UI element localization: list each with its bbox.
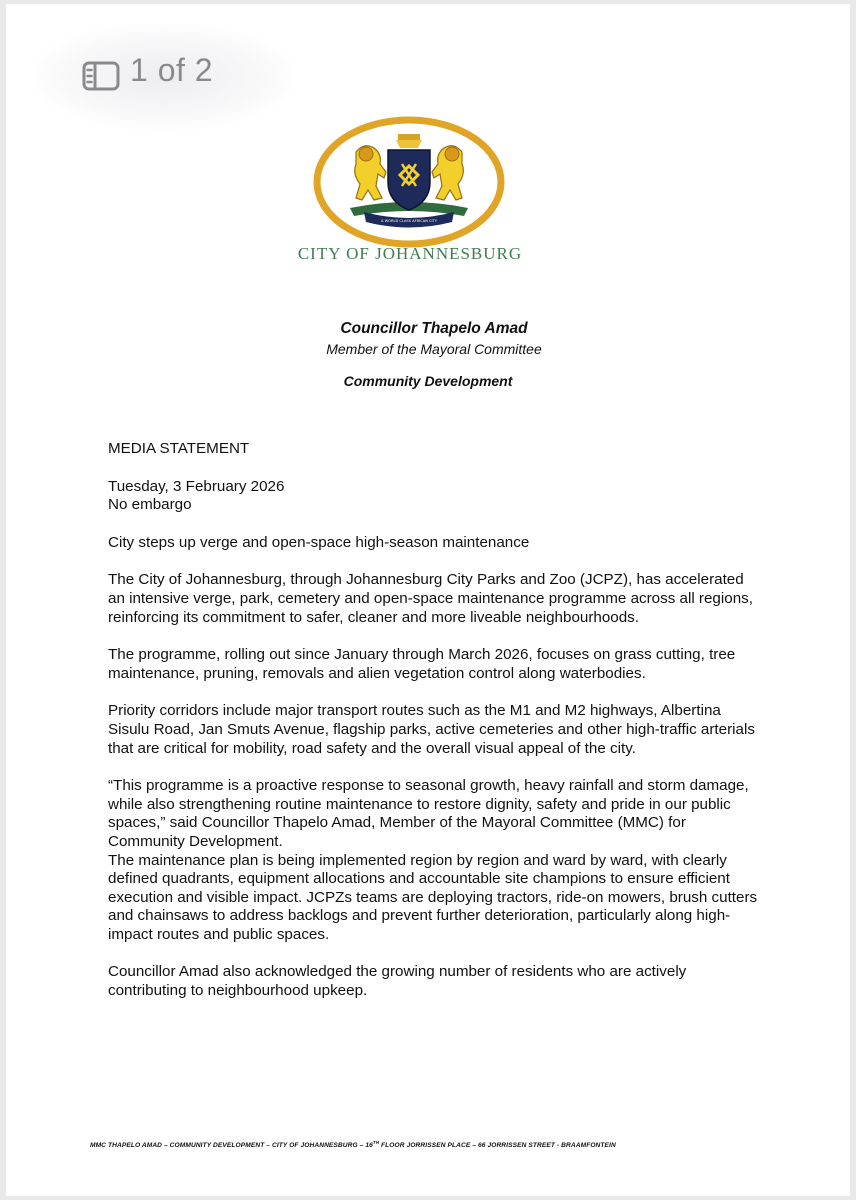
city-name-wordmark: CITY OF JOHANNESBURG [297, 244, 523, 263]
paragraph: The maintenance plan is being implemented region by region and ward by ward, with clearly defined quadrants, equipment allocations and accountable site champions to ensure efficient execution and visible impact. JCPZs teams are deploying tractors, ride-on mowers, brush cutters and chainsaws to address backlogs and prevent further deterioration, particularly along high-impact routes and public spaces. [108, 851, 758, 943]
page-indicator[interactable] [34, 24, 294, 130]
councillor-name: Councillor Thapelo Amad [340, 320, 528, 337]
paragraph: “This programme is a proactive response to seasonal growth, heavy rainfall and storm damage, while also strengthening routine maintenance to restore dignity, safety and pride in our public spaces,” said Councillor Thapelo Amad, Member of the Mayoral Committee (MMC) for Community Development. [108, 777, 749, 850]
statement-date: Tuesday, 3 February 2026 [108, 477, 285, 495]
footer-text-end: FLOOR JORRISSEN PLACE – 66 JORRISSEN STREET - BRAAMFONTEIN [379, 1142, 616, 1150]
statement-type: MEDIA STATEMENT [108, 440, 250, 457]
paragraph: The programme, rolling out since January through March 2026, focuses on grass cutting, tree maintenance, pruning, removals and alien vegetation control along waterbodies. [108, 646, 736, 682]
footer-ordinal: TH [372, 1140, 380, 1145]
footer-address [90, 1140, 770, 1149]
paragraph: The City of Johannesburg, through Johannesburg City Parks and Zoo (JCPZ), has accelerated an intensive verge, park, cemetery and open-space maintenance programme across all regions, reinforcing its commitment to safer, cleaner and more liveable neighbourhoods. [108, 571, 753, 626]
statement-body [108, 440, 758, 1020]
paragraph: Priority corridors include major transport routes such as the M1 and M2 highways, Albertina Sisulu Road, Jan Smuts Avenue, flagship parks, active cemeteries and other high-traffic arterials that are critical for mobility, road safety and the overall visual appeal of the city. [108, 702, 755, 757]
crest-motto-text: A WORLD CLASS AFRICAN CITY [381, 219, 437, 223]
statement-embargo: No embargo [108, 496, 192, 514]
portfolio-title: Community Development [343, 373, 513, 389]
statement-headline: City steps up verge and open-space high-season maintenance [108, 533, 530, 551]
document-page [6, 4, 850, 1196]
footer-text-start: MMC THAPELO AMAD – COMMUNITY DEVELOPMENT – CITY OF JOHANNESBURG – 16 [90, 1142, 373, 1150]
page-count-label: 1 of 2 [130, 52, 214, 88]
paragraph: Councillor Amad also acknowledged the growing number of residents who are actively contributing to neighbourhood upkeep. [108, 963, 687, 1000]
sidebar-panel-icon[interactable] [82, 61, 120, 91]
councillor-role: Member of the Mayoral Committee [326, 341, 542, 357]
